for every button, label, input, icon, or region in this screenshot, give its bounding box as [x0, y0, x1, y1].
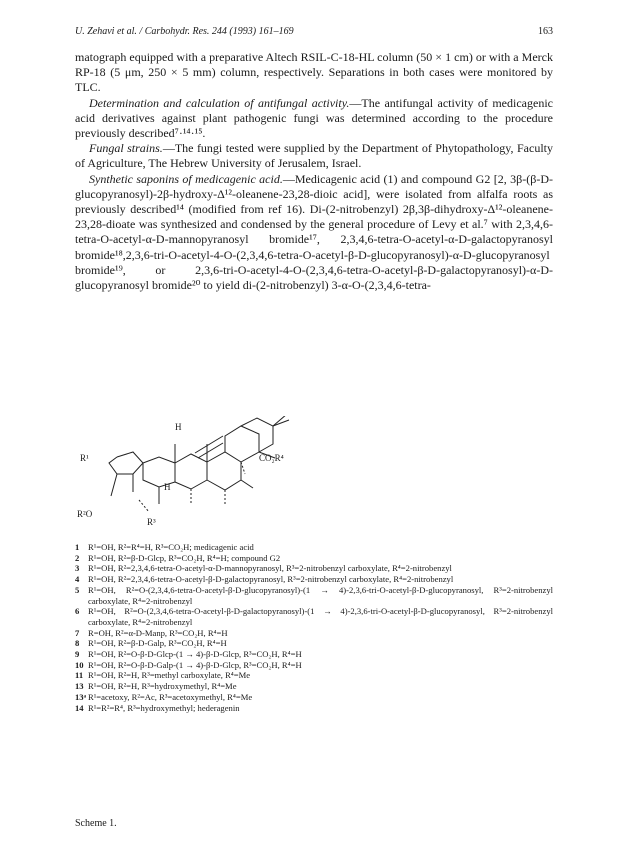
compound-row: 1 R¹=OH, R²=R⁴=H, R³=CO₂H; medicagenic acid: [75, 542, 254, 552]
hydrogen-label-middle: H: [164, 482, 171, 492]
chemical-structure-figure: [75, 416, 553, 532]
co2r4-label: CO₂R⁴: [259, 453, 284, 463]
compound-row: 14 R¹=R²=R⁴, R³=hydroxymethyl; hederagenin: [75, 702, 240, 713]
page-number: 163: [538, 26, 553, 37]
r1-label: R¹: [80, 453, 89, 463]
running-head: U. Zehavi et al. / Carbohydr. Res. 244 (1993) 161–169: [75, 26, 294, 37]
r3-label: R³: [147, 517, 156, 527]
paragraph-antifungal: Determination and calculation of antifungal activity.—The antifungal activity of medicagenic acid derivatives against plant pathogenic fungi was determined according to the procedure previously described⁷·¹⁴·¹⁵.: [75, 95, 553, 141]
section-heading: Fungal strains.: [89, 141, 163, 156]
section-heading: Synthetic saponins of medicagenic acid.: [89, 171, 283, 186]
compound-row: 5 R¹=OH, R²=O-(2,3,4,6-tetra-O-acetyl-β-D-glucopyranosyl)-(1 → 4)-2,3,6-tri-O-acetyl-β-D-glucopyranosyl, R³=2-nitrobenzyl carboxylate, R⁴=2-nitrobenzyl: [75, 584, 553, 606]
triterpene-skeleton-drawing: [75, 416, 553, 532]
compound-row: 13ᵃ R¹=acetoxy, R²=Ac, R³=acetoxymethyl, R⁴=Me: [75, 691, 253, 702]
paragraph-fungal-strains: Fungal strains.—The fungi tested were supplied by the Department of Phytopathology, Faculty of Agriculture, The Hebrew University of Jerusalem, Israel.: [75, 141, 553, 171]
scheme-caption: Scheme 1.: [75, 818, 117, 829]
compound-row: 13 R¹=OH, R²=H, R³=hydroxymethyl, R⁴=Me: [75, 681, 237, 692]
running-header: [75, 26, 553, 40]
paragraph-synthetic-saponins: Synthetic saponins of medicagenic acid.—Medicagenic acid (1) and compound G2 [2, 3β-(β-D-glucopyranosyl)-2β-hydroxy-Δ¹²-oleanene-23,28-dioic acid], were isolated from alfalfa roots as previously described¹⁴ (modified from ref 16). Di-(2-nitrobenzyl) 2β,3β-dihydroxy-Δ¹²-oleanene-23,28-dioate was synthesized and condensed by the general procedure of Levy et al.⁷ with 2,3,4,6-tetra-O-acetyl-α-D-mannopyranosyl bromide¹⁷, 2,3,4,6-tetra-O-acetyl-α-D-galactopyranosyl bromide¹⁸,2,3,6-tri-O-acetyl-4-O-(2,3,4,6-tetra-O-acetyl-β-D-glucopyranosyl)-α-D-glucopyranosyl bromide¹⁹, or 2,3,6-tri-O-acetyl-4-O-(2,3,4,6-tetra-O-acetyl-β-D-galactopyranosyl)-α-D-glucopyranosyl bromide²⁰ to yield di-(2-nitrobenzyl) 3-α-O-(2,3,4,6-tetra-: [75, 171, 553, 293]
compound-row: 4 R¹=OH, R²=2,3,4,6-tetra-O-acetyl-β-D-galactopyranosyl, R³=2-nitrobenzyl carboxylate, R⁴=2-nitrobenzyl: [75, 574, 454, 585]
paragraph-continuation: matograph equipped with a preparative Altech RSIL-C-18-HL column (50 × 1 cm) or with a Merck RP-18 (5 μm, 250 × 5 mm) column, respectively. Separations in both cases were monitored by TLC.: [75, 50, 553, 95]
section-heading: Determination and calculation of antifungal activity.: [89, 95, 350, 110]
compound-row: 3 R¹=OH, R²=2,3,4,6-tetra-O-acetyl-α-D-mannopyranosyl, R³=2-nitrobenzyl carboxylate, R⁴=2-nitrobenzyl: [75, 563, 452, 574]
compound-row: 2 R¹=OH, R²=β-D-Glcp, R³=CO₂H, R⁴=H; compound G2: [75, 552, 281, 563]
compound-legend: [75, 542, 553, 713]
compound-row: 8 R¹=OH, R²=β-D-Galp, R³=CO₂H, R⁴=H: [75, 638, 227, 649]
compound-row: 6 R¹=OH, R²=O-(2,3,4,6-tetra-O-acetyl-β-D-galactopyranosyl)-(1 → 4)-2,3,6-tri-O-acetyl-β-D-glucopyranosyl, R³=2-nitrobenzyl carboxylate, R⁴=2-nitrobenzyl: [75, 606, 553, 627]
compound-row: 11 R¹=OH, R²=H, R³=methyl carboxylate, R⁴=Me: [75, 670, 251, 681]
r2o-label: R²O: [77, 509, 93, 519]
compound-row: 7 R=OH, R²=α-D-Manp, R³=CO₂H, R⁴=H: [75, 627, 228, 638]
compound-row: 10 R¹=OH, R²=O-β-D-Galp-(1 → 4)-β-D-Glcp, R³=CO₂H, R⁴=H: [75, 659, 302, 670]
body-text: [75, 50, 553, 293]
hydrogen-label-top: H: [175, 422, 182, 432]
compound-row: 9 R¹=OH, R²=O-β-D-Glcp-(1 → 4)-β-D-Glcp, R³=CO₂H, R⁴=H: [75, 649, 302, 660]
